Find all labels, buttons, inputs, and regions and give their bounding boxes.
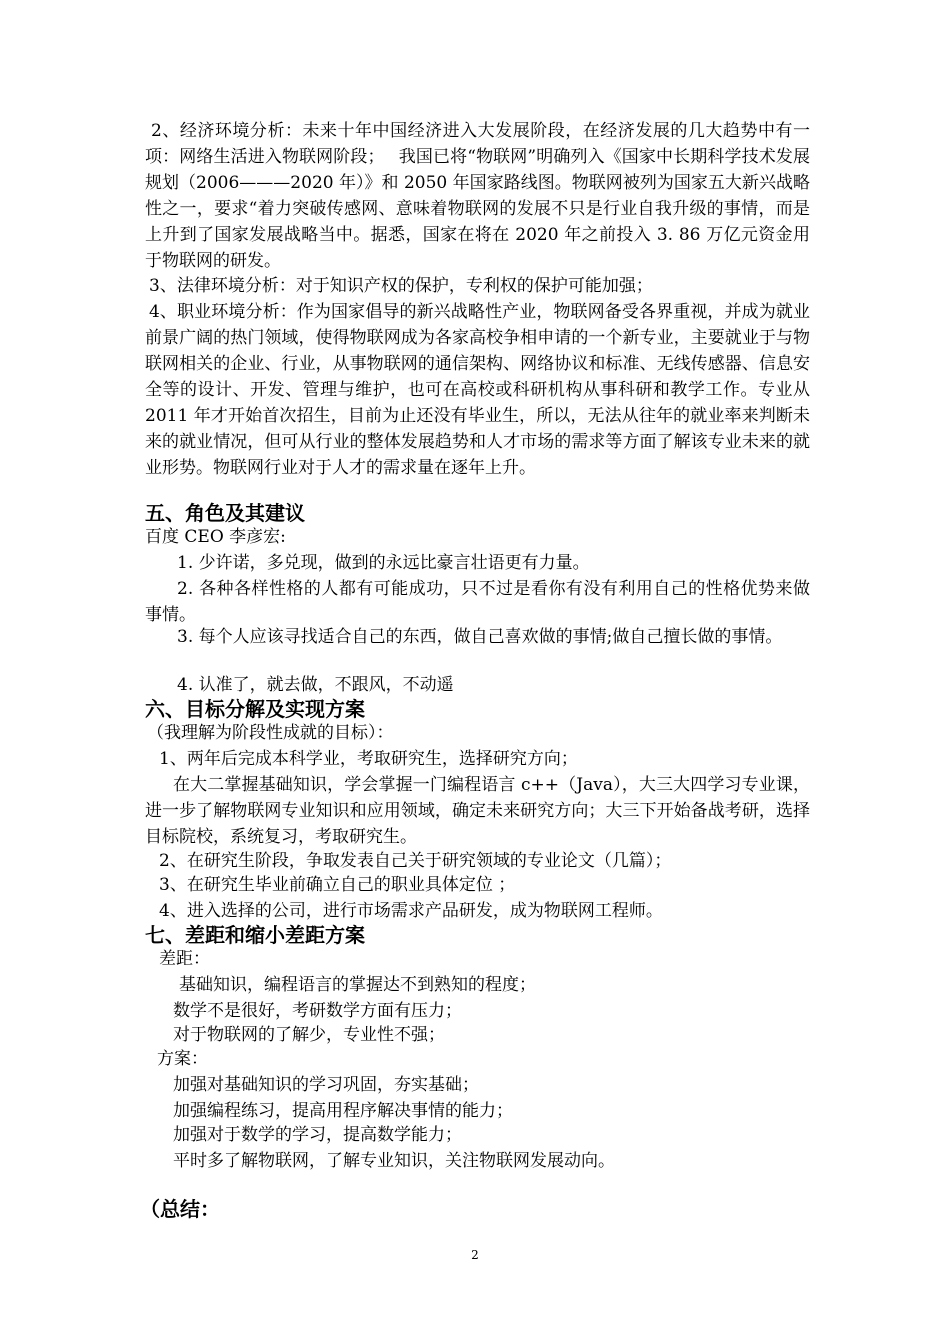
- section-6-heading: 六、目标分解及实现方案: [145, 697, 365, 721]
- gap-item: 基础知识，编程语言的掌握达不到熟知的程度；: [179, 975, 536, 995]
- section-7-heading: 七、差距和缩小差距方案: [145, 923, 365, 947]
- advice-item: 1. 少许诺，多兑现，做到的永远比豪言壮语更有力量。: [177, 553, 590, 573]
- section-5-intro: 百度 CEO 李彦宏:: [145, 527, 286, 547]
- plan-item: 平时多了解物联网，了解专业知识，关注物联网发展动向。: [173, 1151, 615, 1171]
- goal-item: 2、在研究生阶段，争取发表自己关于研究领域的专业论文（几篇）；: [159, 851, 672, 871]
- plan-item: 加强编程练习，提高用程序解决事情的能力；: [173, 1101, 513, 1121]
- gap-item: 对于物联网的了解少，专业性不强；: [173, 1025, 445, 1045]
- paragraph-legal-environment: 3、法律环境分析：对于知识产权的保护，专利权的保护可能加强；: [149, 276, 653, 296]
- summary-heading: （总结：: [140, 1197, 220, 1221]
- page-number: 2: [471, 1248, 479, 1262]
- advice-item: 4. 认准了，就去做，不跟风，不动遥: [177, 675, 454, 695]
- plan-label: 方案：: [157, 1049, 208, 1069]
- paragraph-career-environment: 4、职业环境分析：作为国家倡导的新兴战略性产业，物联网备受各界重视，并成为就业前景广阔的热门领域，使得物联网成为各家高校争相申请的一个新专业，主要就业于与物联网相关的企业、行业，从事物联网的通信架构、网络协议和标准、无线传感器、信息安全等的设计、开发、管理与维护，也可在高校或科研机构从事科研和教学工作。专业从 2011 年才开始首次招生，目前为止还没有毕业生，所以，无法从往年的就业率来判断未来的就业情况，但可从行业的整体发展趋势和人才市场的需求等方面了解该专业未来的就业形势。物联网行业对于人才的需求量在逐年上升。: [145, 302, 810, 478]
- paragraph-economic-environment: 2、经济环境分析：未来十年中国经济进入大发展阶段，在经济发展的几大趋势中有一项：网络生活进入物联网阶段； 我国已将“物联网”明确列入《国家中长期科学技术发展规划（2006———2020 年）》和 2050 年国家路线图。物联网被列为国家五大新兴战略性之一，要求“着力突破传感网、意味着物联网的发展不只是行业自我升级的事情，而是上升到了国家发展战略当中。据悉，国家在将在 2020 年之前投入 3. 86 万亿元资金用于物联网的研发。: [145, 121, 810, 271]
- gap-label: 差距：: [159, 949, 210, 969]
- advice-item: 3. 每个人应该寻找适合自己的东西，做自己喜欢做的事情;做自己擅长做的事情。: [177, 627, 783, 647]
- goal-item: 1、两年后完成本科学业，考取研究生，选择研究方向；: [159, 749, 578, 769]
- gap-item: 数学不是很好，考研数学方面有压力；: [173, 1001, 462, 1021]
- plan-item: 加强对于数学的学习，提高数学能力；: [173, 1125, 462, 1145]
- advice-item: 2. 各种各样性格的人都有可能成功，只不过是看你有没有利用自己的性格优势来做事情。: [145, 579, 810, 625]
- section-6-intro: （我理解为阶段性成就的目标）：: [147, 723, 394, 743]
- goal-item: 3、在研究生毕业前确立自己的职业具体定位 ；: [159, 875, 516, 895]
- goal-item: 4、进入选择的公司，进行市场需求产品研发，成为物联网工程师。: [159, 901, 663, 921]
- goal-item-detail: 在大二掌握基础知识，学会掌握一门编程语言 c++（Java），大三大四学习专业课，进一步了解物联网专业知识和应用领域，确定未来研究方向；大三下开始备战考研，选择目标院校，系统复习，考取研究生。: [145, 775, 810, 847]
- section-5-heading: 五、角色及其建议: [145, 501, 305, 525]
- plan-item: 加强对基础知识的学习巩固，夯实基础；: [173, 1075, 479, 1095]
